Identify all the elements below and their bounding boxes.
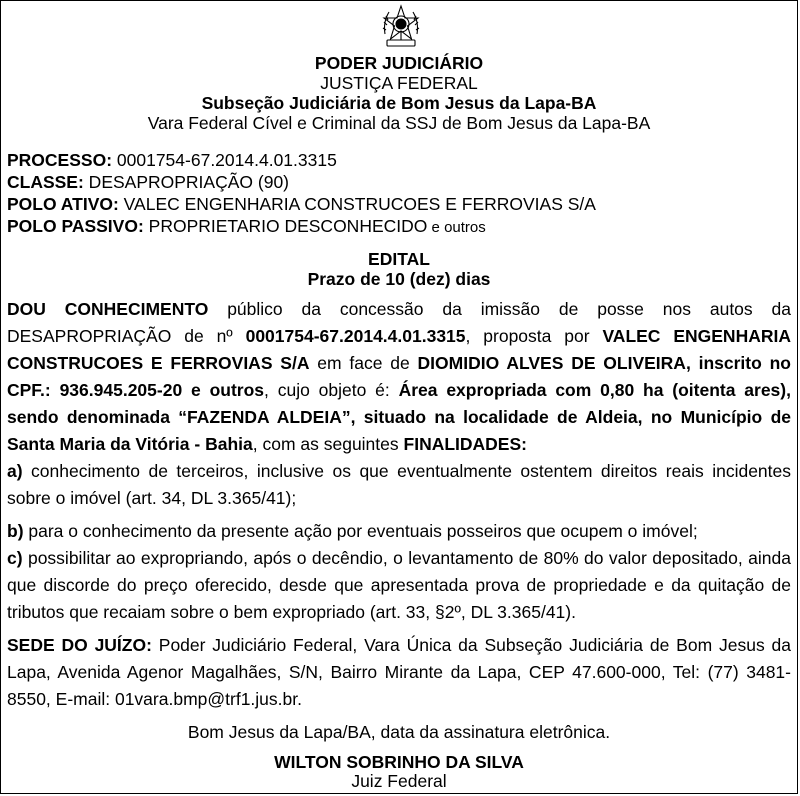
item-b <box>7 518 791 545</box>
case-metadata <box>7 149 791 239</box>
closing-block <box>1 721 797 790</box>
item-a-text: conhecimento de terceiros, inclusive os que eventualmente ostentem direitos reais incidentes sobre o imóvel (art. 34, DL 3.365/41); <box>7 461 791 508</box>
item-c-label: c) <box>7 548 23 568</box>
item-c <box>7 545 791 626</box>
paragraph-text: em face de <box>309 353 418 373</box>
processo-value: 0001754-67.2014.4.01.3315 <box>112 150 337 170</box>
header-subsection: Subseção Judiciária de Bom Jesus da Lapa-BA <box>201 93 597 113</box>
paragraph-text: , cujo objeto é: <box>264 380 399 400</box>
finalidades-label: FINALIDADES: <box>403 434 527 454</box>
paragraph-text: público da concessão da imissão de posse nos autos da DESAPROPRIAÇÃO de nº <box>7 299 791 346</box>
paragraph-text: , proposta por <box>465 326 603 346</box>
sede-paragraph <box>7 632 791 713</box>
main-paragraph <box>7 296 791 458</box>
signature-date: Bom Jesus da Lapa/BA, data da assinatura eletrônica. <box>187 722 611 742</box>
defendant-name: DIOMIDIO ALVES DE OLIVEIRA, inscrito no CPF.: 936.945.205-20 e outros <box>7 353 791 400</box>
polo-passivo-value: PROPRIETARIO DESCONHECIDO <box>143 216 428 236</box>
item-b-text: para o conhecimento da presente ação por eventuais posseiros que ocupem o imóvel; <box>23 521 698 541</box>
classe-value: DESAPROPRIAÇÃO (90) <box>83 172 290 192</box>
sede-label: SEDE DO JUÍZO: <box>7 635 152 655</box>
processo-line <box>7 149 791 171</box>
edital-body <box>7 296 791 713</box>
header-subtitle: JUSTIÇA FEDERAL <box>320 73 478 93</box>
plaintiff-name: VALEC ENGENHARIA CONSTRUCOES E FERROVIAS S/A <box>7 326 791 373</box>
object-description: Área expropriada com 0,80 ha (oitenta ares), sendo denominada “FAZENDA ALDEIA”, situado na localidade de Aldeia, no Município de Santa Maria da Vitória - Bahia <box>7 380 791 454</box>
item-a-label: a) <box>7 461 23 481</box>
edital-title: EDITAL <box>368 249 430 269</box>
judge-name: WILTON SOBRINHO DA SILVA <box>274 752 524 772</box>
header-title: PODER JUDICIÁRIO <box>314 53 484 73</box>
classe-line <box>7 171 791 193</box>
edital-heading <box>1 249 797 289</box>
dou-conhecimento: DOU CONHECIMENTO <box>7 299 209 319</box>
sede-text: Poder Judiciário Federal, Vara Única da Subseção Judiciária de Bom Jesus da Lapa, Avenida Agenor Magalhães, S/N, Bairro Mirante da Lapa, CEP 47.600-000, Tel: (77) 3481-8550, E-mail: 01vara.bmp@trf1.jus.br. <box>7 635 791 709</box>
edital-prazo: Prazo de 10 (dez) dias <box>307 269 491 289</box>
polo-ativo-line <box>7 193 791 215</box>
item-b-label: b) <box>7 521 24 541</box>
court-header <box>1 53 797 133</box>
polo-passivo-label: POLO PASSIVO: <box>7 216 144 236</box>
polo-ativo-value: VALEC ENGENHARIA CONSTRUCOES E FERROVIAS S/A <box>118 194 596 214</box>
header-court: Vara Federal Cível e Criminal da SSJ de Bom Jesus da Lapa-BA <box>147 113 651 133</box>
coat-of-arms-icon <box>379 4 423 50</box>
process-number: 0001754-67.2014.4.01.3315 <box>245 326 466 346</box>
item-c-text: possibilitar ao expropriando, após o decêndio, o levantamento de 80% do valor depositado, ainda que discorde do preço oferecido, desde que apresentada prova de propriedade e da quitação de tributos que recaiam sobre o bem expropriado (art. 33, §2º, DL 3.365/41). <box>7 548 791 622</box>
polo-ativo-label: POLO ATIVO: <box>7 194 119 214</box>
processo-label: PROCESSO: <box>7 150 113 170</box>
item-a <box>7 458 791 512</box>
judge-title: Juiz Federal <box>351 771 447 791</box>
paragraph-text: , com as seguintes <box>252 434 404 454</box>
classe-label: CLASSE: <box>7 172 84 192</box>
polo-passivo-line <box>7 215 791 239</box>
polo-passivo-suffix: e outros <box>427 219 486 236</box>
